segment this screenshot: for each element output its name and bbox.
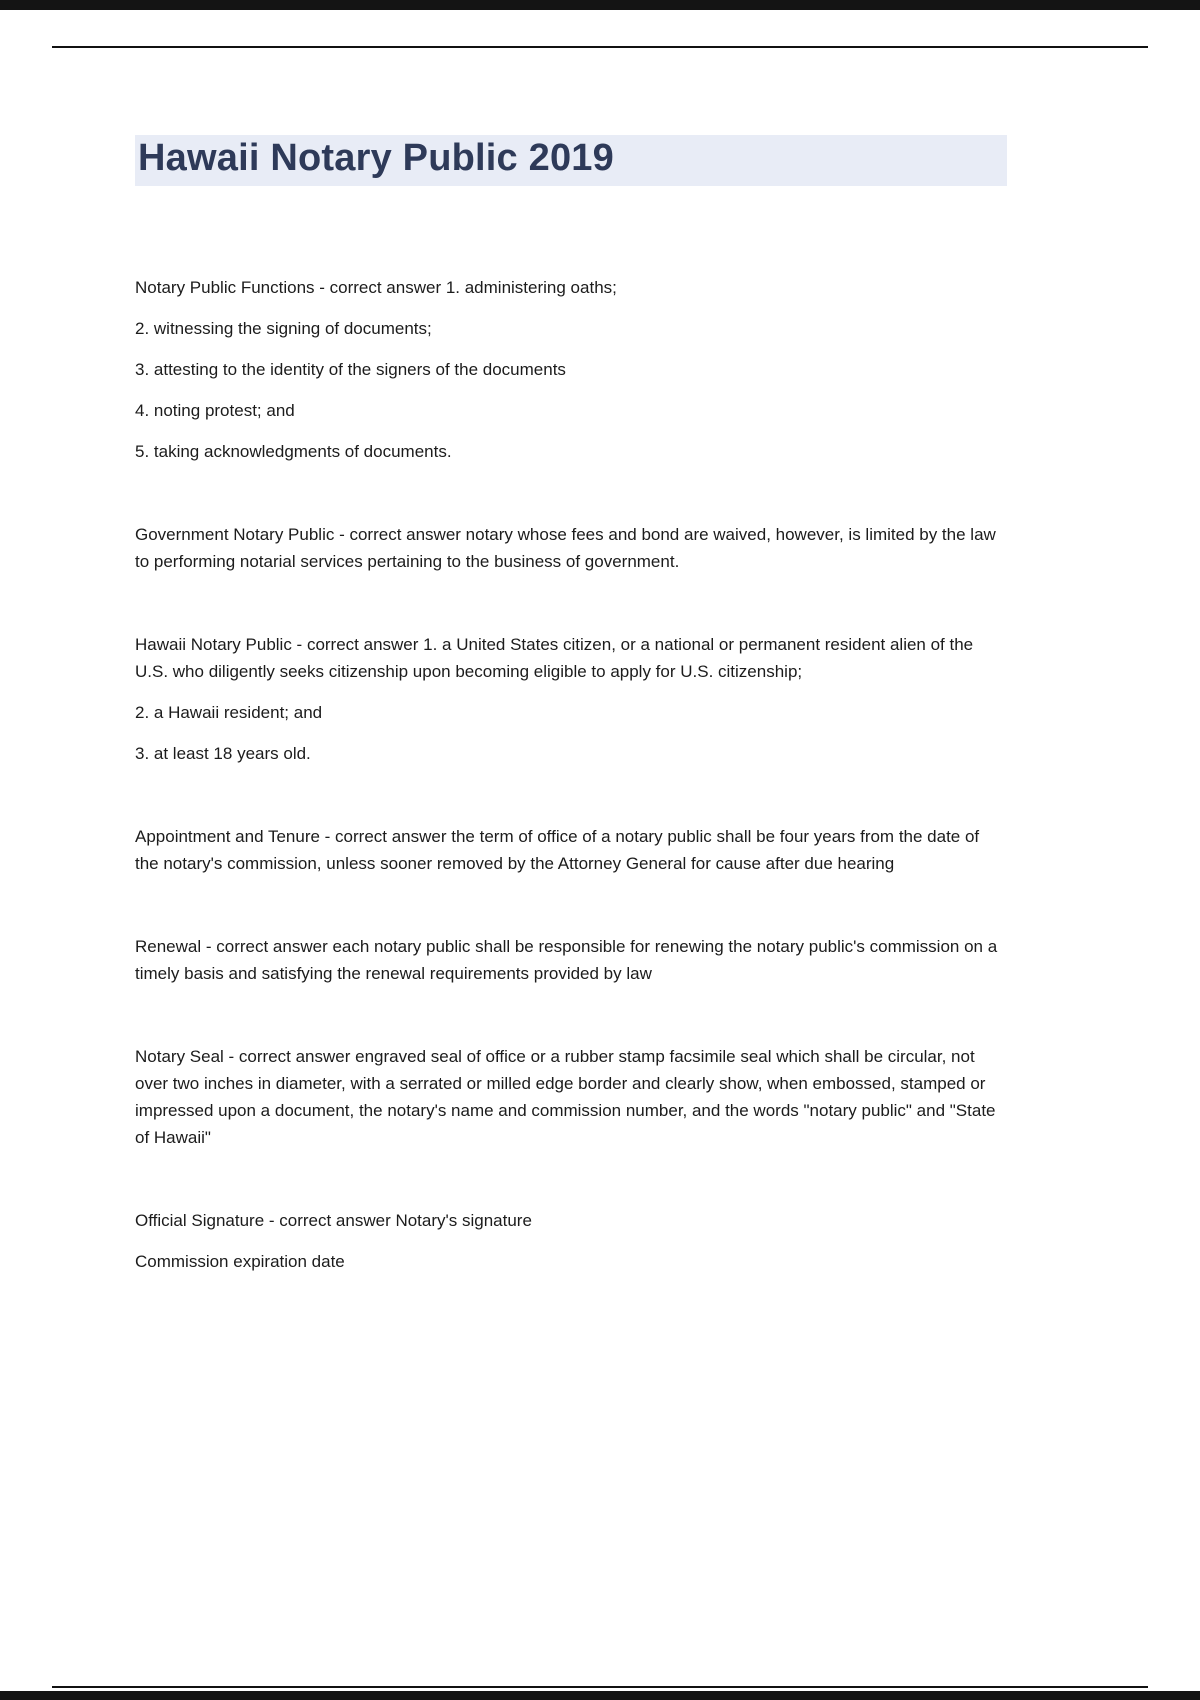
paragraph: 3. at least 18 years old. [135,744,311,763]
paragraph: 2. a Hawaii resident; and [135,703,323,722]
header-rule [52,46,1148,48]
document-content [135,135,1007,1331]
qa-block-notary-seal [135,1043,1007,1151]
paragraph: Notary Seal - correct answer engraved seal of office or a rubber stamp facsimile seal which shall be circular, not over two inches in diameter, with a serrated or milled edge border and clearly show, when embossed, stamped or impressed upon a document, the notary's name and commission number, and the words "notary public" and "State of Hawaii" [135,1047,996,1147]
paragraph: 4. noting protest; and [135,401,295,420]
footer-rule [52,1686,1148,1688]
qa-block-appointment-and-tenure [135,823,1007,877]
paragraph: 5. taking acknowledgments of documents. [135,442,452,461]
qa-block-renewal [135,933,1007,987]
page-title: Hawaii Notary Public 2019 [135,135,1007,186]
paragraph: Renewal - correct answer each notary public shall be responsible for renewing the notary public's commission on a timely basis and satisfying the renewal requirements provided by law [135,937,998,983]
qa-block-notary-public-functions [135,274,1007,465]
bottom-edge-bar [0,1691,1200,1700]
qa-block-hawaii-notary-public [135,631,1007,767]
paragraph: Appointment and Tenure - correct answer the term of office of a notary public shall be four years from the date of the notary's commission, unless sooner removed by the Attorney General for cause after due hearing [135,827,980,873]
paragraph: Notary Public Functions - correct answer 1. administering oaths; [135,278,617,297]
paragraph: 2. witnessing the signing of documents; [135,319,432,338]
paragraph: Government Notary Public - correct answer notary whose fees and bond are waived, however, is limited by the law to performing notarial services pertaining to the business of government. [135,525,996,571]
paragraph: 3. attesting to the identity of the signers of the documents [135,360,566,379]
paragraph: Hawaii Notary Public - correct answer 1. a United States citizen, or a national or permanent resident alien of the U.S. who diligently seeks citizenship upon becoming eligible to apply for U.S. citizenship; [135,635,974,681]
qa-block-official-signature [135,1207,1007,1275]
paragraph: Commission expiration date [135,1252,345,1271]
paragraph: Official Signature - correct answer Notary's signature [135,1211,532,1230]
qa-block-government-notary-public [135,521,1007,575]
top-edge-bar [0,0,1200,10]
